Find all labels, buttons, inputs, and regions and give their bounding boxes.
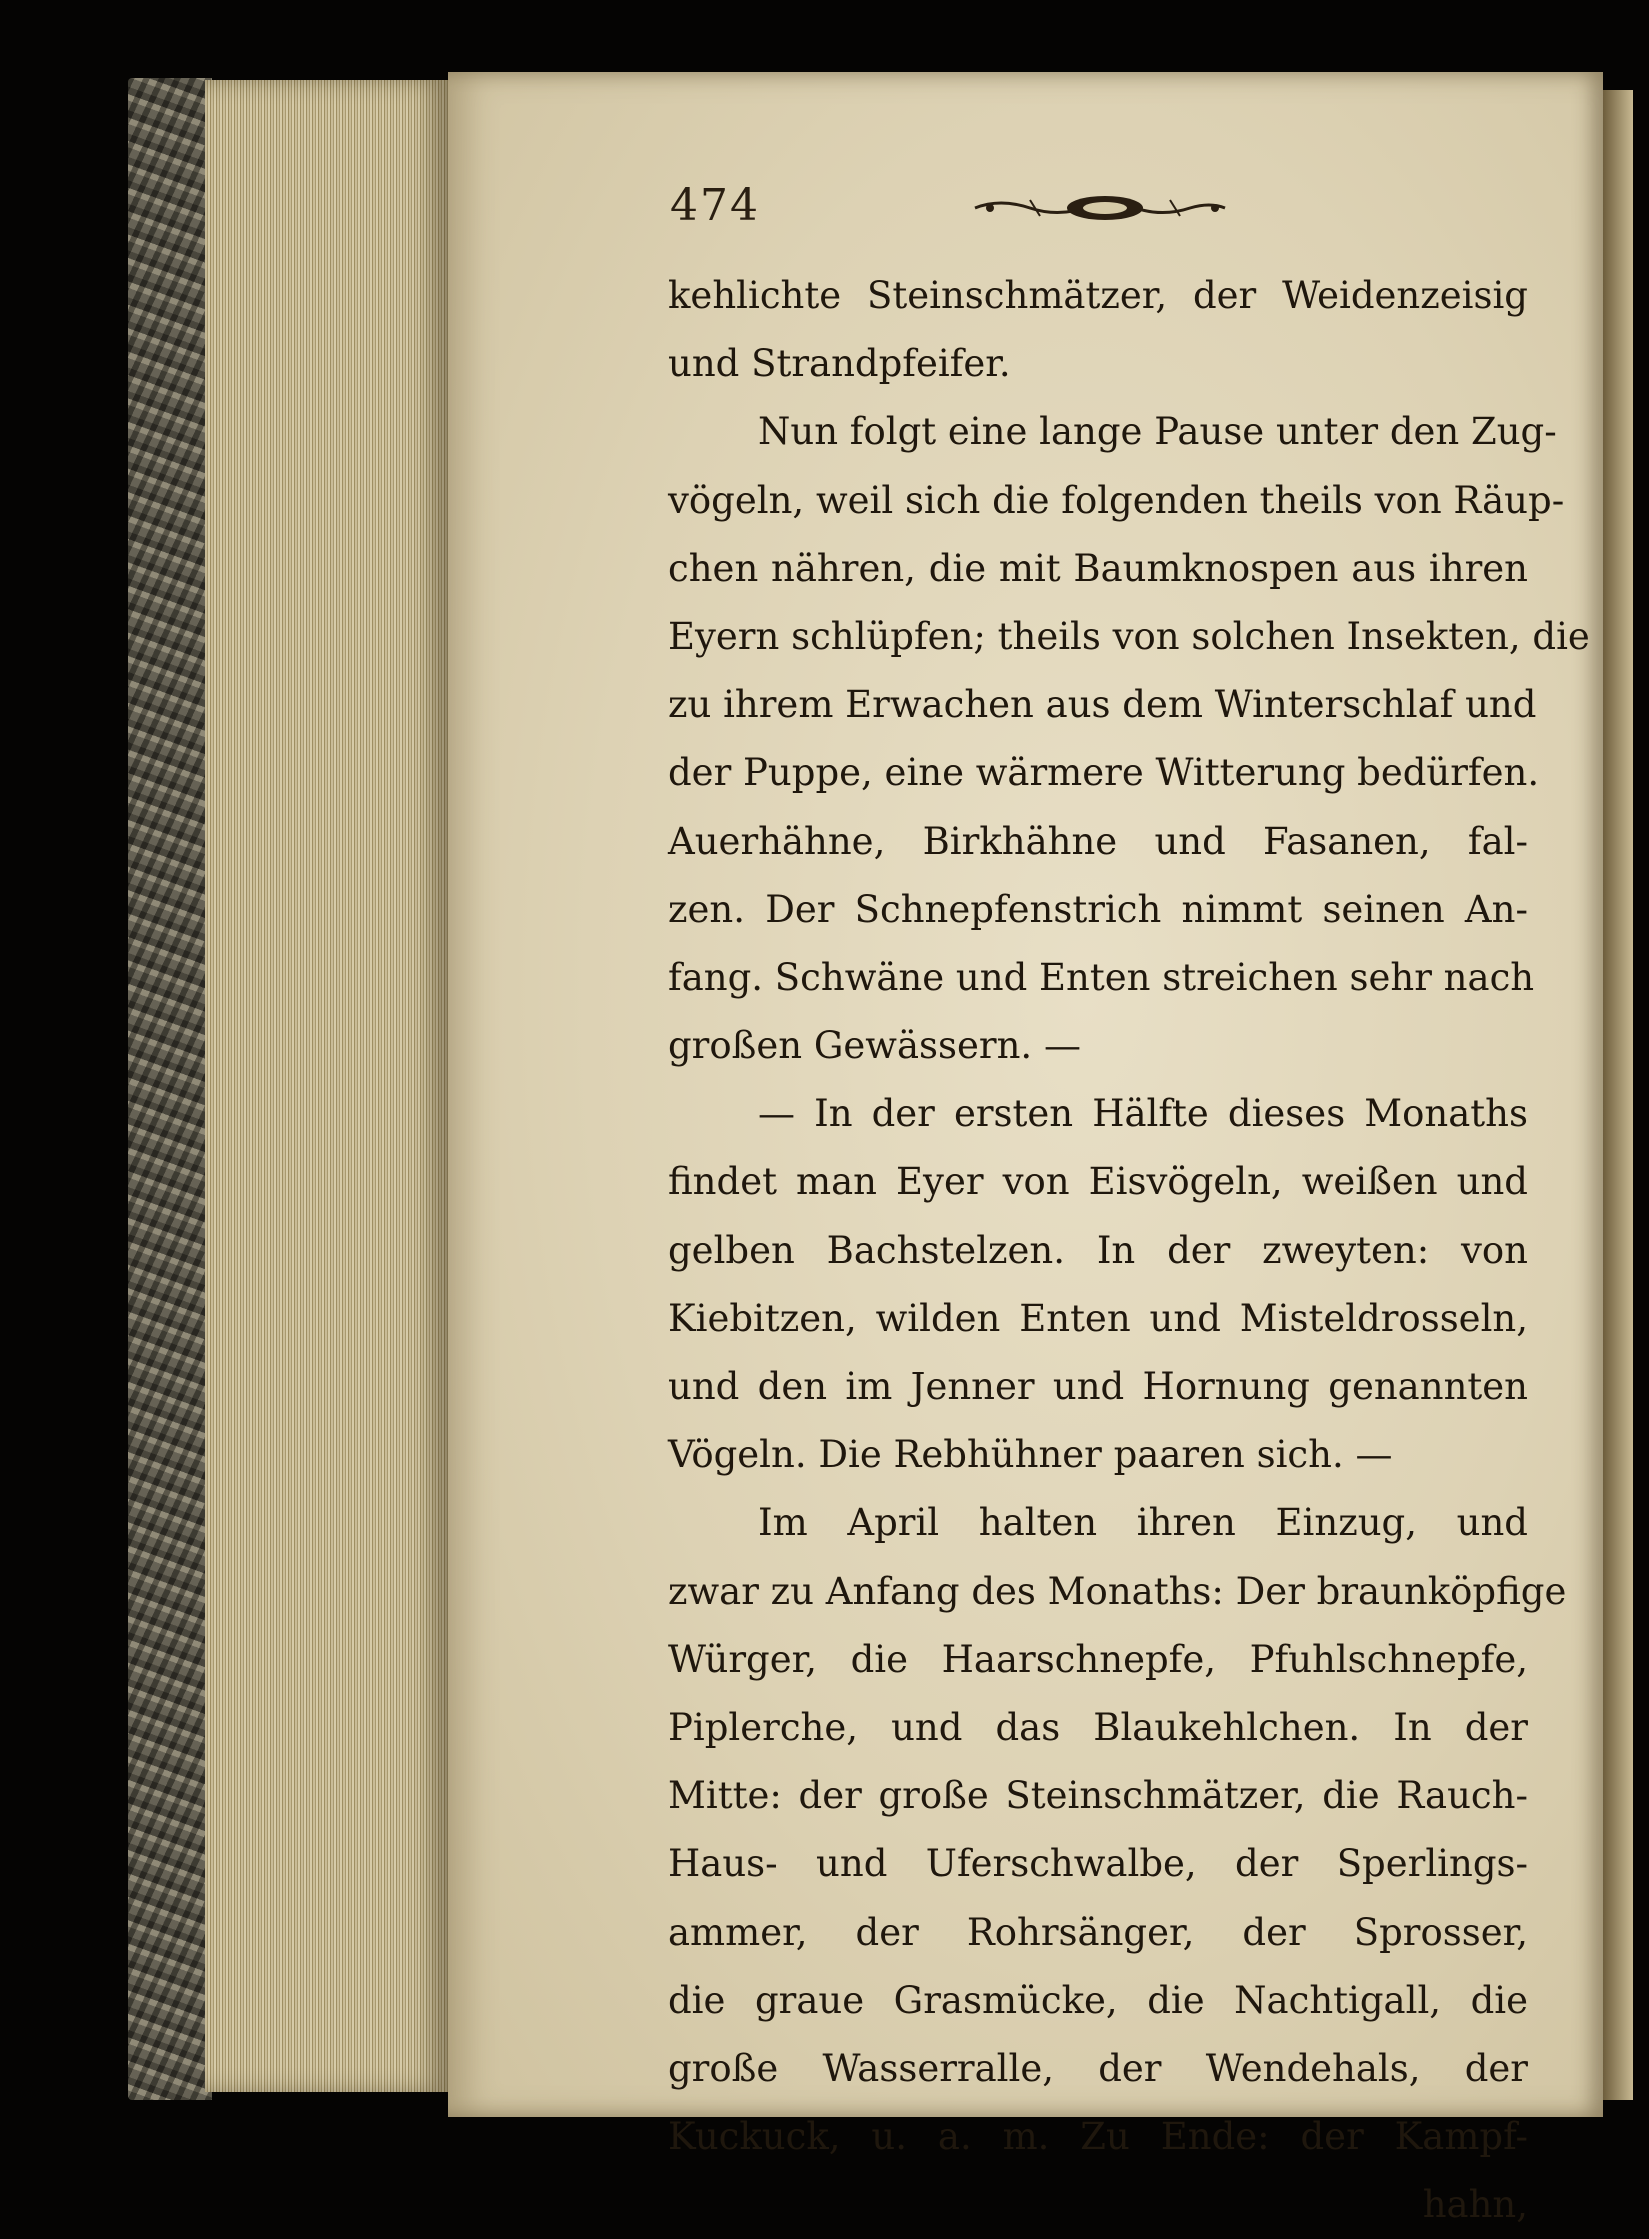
text-line: Kuckuck, u. a. m. Zu Ende: der Kampf- bbox=[668, 2115, 1528, 2159]
text-line: Piplerche, und das Blaukehlchen. In der bbox=[668, 1705, 1528, 1749]
text-line: die graue Grasmücke, die Nachtigall, die bbox=[668, 1978, 1528, 2022]
text-line: und den im Jenner und Hornung genannten bbox=[668, 1365, 1528, 1408]
text-line: kehlichte Steinschmätzer, der Weidenzeisig bbox=[668, 274, 1528, 317]
page-number: 474 bbox=[670, 180, 760, 231]
text-line: große Wasserralle, der Wendehals, der bbox=[668, 2046, 1528, 2090]
text-line: gelben Bachstelzen. In der zweyten: von bbox=[668, 1228, 1528, 1272]
text-line: zu ihrem Erwachen aus dem Winterschlaf und bbox=[668, 683, 1537, 727]
page-header bbox=[670, 180, 1250, 240]
text-line: Würger, die Haarschnepfe, Pfuhlschnepfe, bbox=[668, 1637, 1528, 1681]
decorative-ornament-icon bbox=[970, 188, 1230, 228]
book-cover-marbled bbox=[128, 78, 212, 2100]
text-line: chen nähren, die mit Baumknospen aus ihren bbox=[668, 546, 1528, 590]
text-line: vögeln, weil sich die folgenden theils von Räup- bbox=[668, 478, 1565, 522]
text-line: ammer, der Rohrsänger, der Sprosser, bbox=[668, 1910, 1528, 1954]
text-line: Kiebitzen, wilden Enten und Misteldrosseln, bbox=[668, 1296, 1528, 1340]
text-line: — In der ersten Hälfte dieses Monaths bbox=[758, 1092, 1528, 1136]
body-text bbox=[668, 262, 1590, 2239]
text-line: Im April halten ihren Einzug, und bbox=[758, 1501, 1528, 1545]
text-line: und Strandpfeifer. bbox=[668, 342, 1011, 386]
text-line: Auerhähne, Birkhähne und Fasanen, fal- bbox=[668, 819, 1528, 863]
text-line: zwar zu Anfang des Monaths: Der braunköpfige bbox=[668, 1569, 1567, 1613]
facing-page-edge bbox=[1603, 90, 1633, 2100]
page-edges bbox=[205, 80, 450, 2092]
text-line: Eyern schlüpfen; theils von solchen Insekten, die bbox=[668, 614, 1590, 658]
text-line: Nun folgt eine lange Pause unter den Zug- bbox=[758, 410, 1557, 454]
text-line: Mitte: der große Steinschmätzer, die Rauch- bbox=[668, 1774, 1528, 1818]
text-line: findet man Eyer von Eisvögeln, weißen und bbox=[668, 1160, 1528, 1204]
text-line: fang. Schwäne und Enten streichen sehr nach bbox=[668, 955, 1535, 999]
text-line: zen. Der Schnepfenstrich nimmt seinen An- bbox=[668, 887, 1528, 931]
text-line: Vögeln. Die Rebhühner paaren sich. — bbox=[668, 1433, 1393, 1477]
text-line: großen Gewässern. — bbox=[668, 1024, 1081, 1068]
text-line: der Puppe, eine wärmere Witterung bedürfen. bbox=[668, 751, 1540, 795]
catchword: hahn, bbox=[1422, 2183, 1528, 2227]
text-line: Haus- und Uferschwalbe, der Sperlings- bbox=[668, 1842, 1528, 1886]
